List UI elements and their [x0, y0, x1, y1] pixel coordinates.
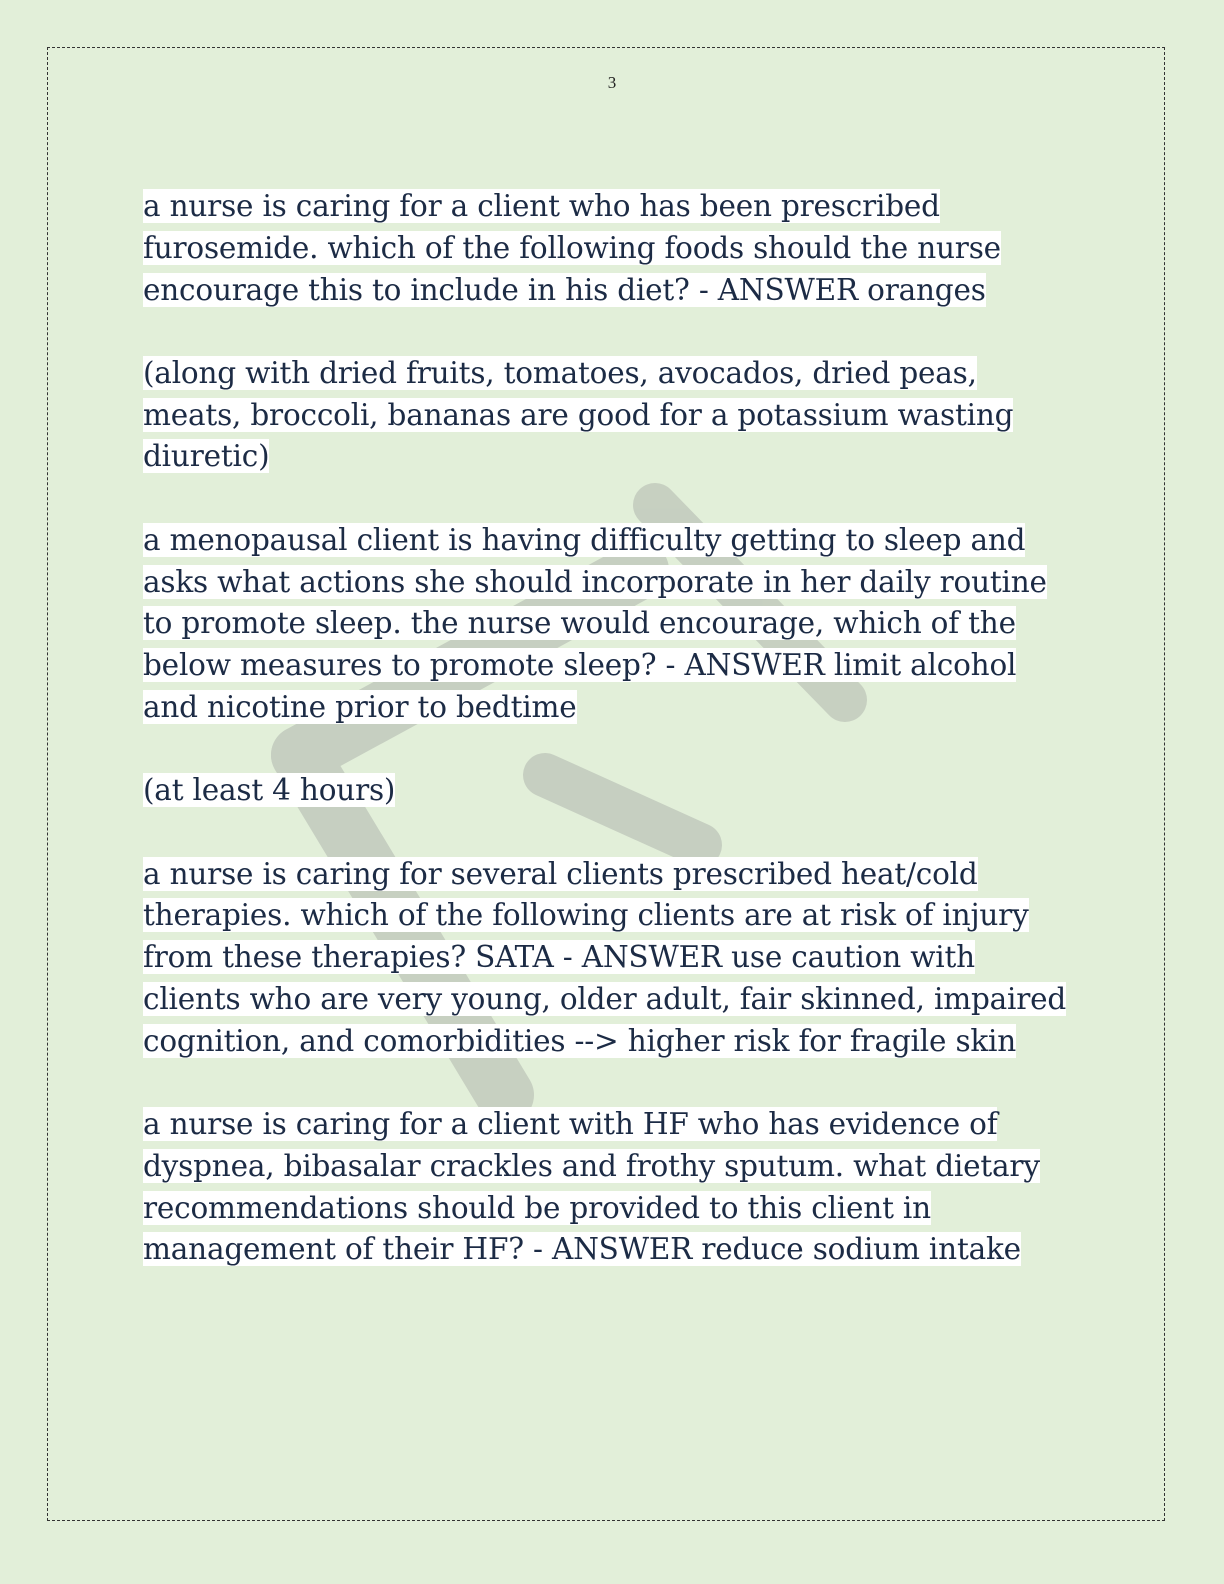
page-number: 3 — [607, 73, 617, 92]
paragraph-potassium-note: (along with dried fruits, tomatoes, avocados, dried peas, meats, broccoli, bananas are good for a potassium wasting diuretic) — [143, 355, 1014, 474]
document-body — [143, 186, 1073, 1313]
paragraph-sleep-note: (at least 4 hours) — [143, 773, 396, 808]
paragraph-heat-cold-question: a nurse is caring for several clients prescribed heat/cold therapies. which of the following clients are at risk of injury from these therapies? SATA - ANSWER use caution with clients who are very young, older adult, fair skinned, impaired cognition, and comorbidities --> higher risk for fragile skin — [143, 856, 1067, 1058]
paragraph-furosemide-question: a nurse is caring for a client who has been prescribed furosemide. which of the following foods should the nurse encourage this to include in his diet? - ANSWER oranges — [143, 189, 1001, 307]
paragraph-hf-question: a nurse is caring for a client with HF who has evidence of dyspnea, bibasalar crackles and frothy sputum. what dietary recommendations should be provided to this client in management of their HF? - ANSWER reduce sodium intake — [143, 1107, 1040, 1267]
paragraph-sleep-question: a menopausal client is having difficulty getting to sleep and asks what actions she should incorporate in her daily routine to promote sleep. the nurse would encourage, which of the below measures to promote sleep? - ANSWER limit alcohol and nicotine prior to bedtime — [143, 522, 1047, 724]
